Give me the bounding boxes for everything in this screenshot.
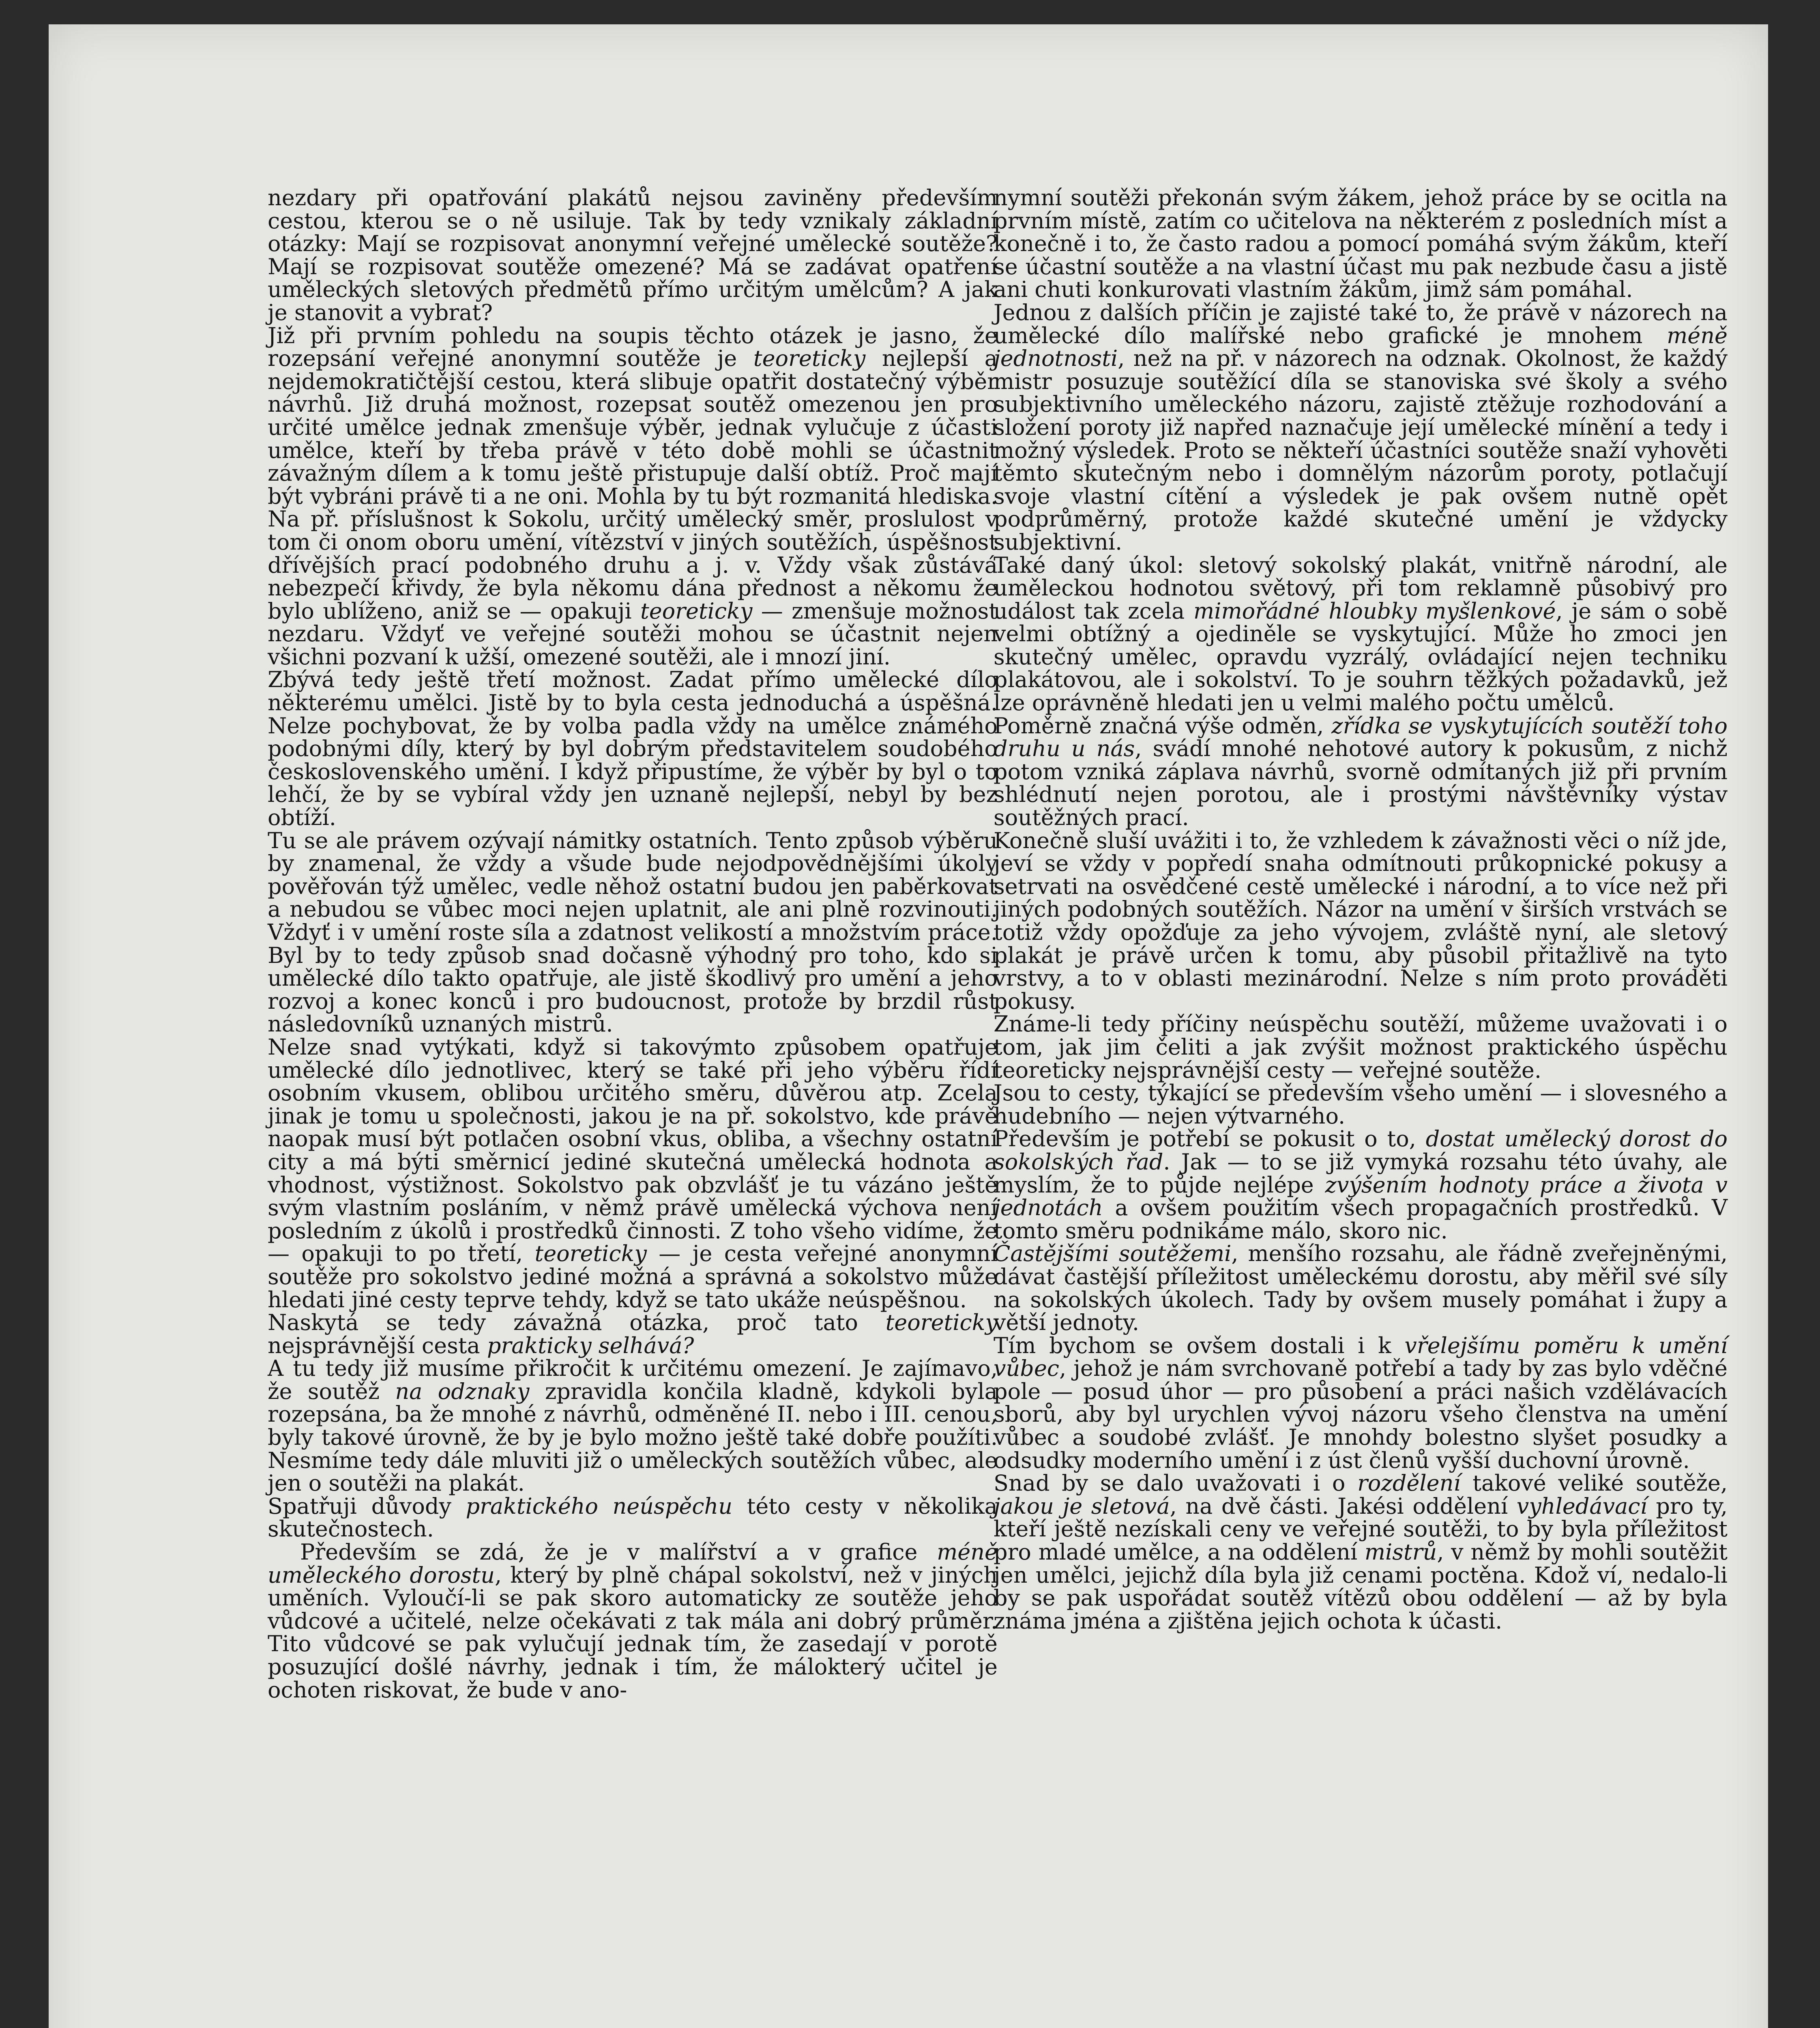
paragraph-text: Tím bychom se ovšem dostali i k xyxy=(994,1332,1405,1358)
paragraph xyxy=(994,1128,1728,1242)
emphasis-text: Častějšími soutěžemi xyxy=(994,1241,1232,1267)
paragraph-text: Konečně sluší uvážiti i to, že vzhledem k závažnosti věci o níž jde, jeví se vždy v popředí snaha odmítnouti průkopnické pokusy a setrvati na osvědčené cestě umělecké i národní, a to více než při jiných podobných soutěžích. Názor na umění v širších vrstvách se totiž vždy opožďuje za jeho vývojem, zvláště nyní, ale sletový plakát je právě určen k tomu, aby působil přitažlivě na tyto vrstvy, a to v oblasti mezinárodní. Nelze s ním proto prováděti pokusy. xyxy=(994,827,1728,1014)
paragraph xyxy=(268,1495,998,1541)
paragraph-text: , na dvě části. Jakési oddělení xyxy=(1170,1493,1517,1519)
paragraph-text: nejsprávnější cesta xyxy=(268,1332,487,1358)
paragraph-text: Tu se ale právem ozývají námitky ostatních. Tento způsob výběru by znamenal, že vždy a všude bude nejodpovědnějšími úkoly pověřován týž umělec, vedle něhož ostatní budou jen paběrkovat a nebudou se vůbec moci nejen uplatnit, ale ani plně rozvinouti. Vždyť i v umění roste síla a zdatnost velikostí a množstvím práce. Byl by to tedy způsob snad dočasně výhodný pro toho, kdo si umělecké dílo takto opatřuje, ale jistě škodlivý pro umění a jeho rozvoj a konec konců i pro budoucnost, protože by brzdil růst následovníků uznaných mistrů. xyxy=(268,827,998,1037)
paragraph xyxy=(994,1013,1728,1082)
emphasis-text: zřídka se vyskytujících soutěží toho druhu u nás xyxy=(994,713,1728,762)
paragraph-text: — je cesta veřejné anonymní soutěže pro sokolstvo jediné možná a správná a sokolstvo může hledati jiné cesty teprve tehdy, když se tato ukáže neúspěšnou. xyxy=(268,1241,998,1313)
paragraph xyxy=(994,1334,1728,1472)
paragraph-text: nezdary při opatřování plakátů nejsou zaviněny především cestou, kterou se o ně usiluje. Tak by tedy vznikaly základní otázky: Mají se rozpisovat anonymní veřejné umělecké soutěže? Mají se rozpisovat soutěže omezené? Má se zadávat opatření uměleckých sletových předmětů přímo určitým umělcům? A jak je stanovit a vybrat? xyxy=(268,185,998,325)
paragraph-text: Poměrně značná výše odměn, xyxy=(994,713,1332,739)
emphasis-text: mimořádné hloubky myšlenkové xyxy=(1193,598,1556,624)
emphasis-text: dostat umělecký dorost do sokolských řad xyxy=(994,1126,1728,1175)
paragraph xyxy=(268,1541,998,1701)
paragraph xyxy=(268,668,998,829)
paragraph-text: zpravidla končila kladně, kdykoli byla rozepsána, ba že mnohé z návrhů, odměněné II. nebo i III. cenou, byly takové úrovně, že by je bylo možno ještě také dobře použíti. Nesmíme tedy dále mluviti již o uměleckých soutěžích vůbec, ale jen o soutěži na plakát. xyxy=(268,1378,998,1496)
paragraph-text: , svádí mnohé nehotové autory k pokusům, z nichž potom vzniká záplava návrhů, svorně odmítaných již při prvním shlédnutí nejen porotou, ale i prostými návštěvníky výstav soutěžných prací. xyxy=(994,736,1728,831)
emphasis-text: na odznaky xyxy=(395,1378,530,1404)
paragraph-text: — zmenšuje možnost nezdaru. Vždyť ve veřejné soutěži mohou se účastnit nejen všichni pozvaní k užší, omezené soutěži, ale i mnozí jiní. xyxy=(268,598,998,670)
paragraph xyxy=(268,1357,998,1495)
paragraph xyxy=(268,324,998,669)
paragraph xyxy=(994,829,1728,1013)
paragraph-text: Především je potřebí se pokusit o to, xyxy=(994,1126,1426,1152)
emphasis-text: jakou je sletová xyxy=(994,1493,1170,1519)
paragraph xyxy=(268,1036,998,1311)
emphasis-text: teoreticky xyxy=(640,598,753,624)
paragraph xyxy=(268,1311,998,1357)
paragraph xyxy=(994,1242,1728,1334)
emphasis-text: mistrů xyxy=(1364,1539,1437,1565)
paragraph-text: , v němž by mohli soutěžit jen umělci, jejichž díla byla již cenami poctěna. Kdož ví, nedalo-li by se pak uspořádat soutěž vítězů obou oddělení — až by byla známa jména a zjištěna jejich ochota k účasti. xyxy=(994,1539,1728,1634)
paragraph-text: pro ty, kteří ještě nezískali ceny ve veřejné soutěži, to by byla příležitost pro mladé umělce, a na oddělení xyxy=(994,1493,1728,1565)
emphasis-text: prakticky selhává? xyxy=(487,1332,694,1358)
paragraph-text: a ovšem použitím všech propagačních prostředků. V tomto směru podnikáme málo, skoro nic. xyxy=(994,1195,1728,1244)
right-text-column xyxy=(994,187,1728,1633)
paragraph xyxy=(994,715,1728,829)
paragraph-text: , je sám o sobě velmi obtížný a ojediněle se vyskytující. Může ho zmoci jen skutečný umělec, opravdu vyzrálý, ovládající nejen techniku plakátovou, ale i sokolství. To je souhrn těžkých požadavků, jež lze oprávněně hledati jen u velmi malého počtu umělců. xyxy=(994,598,1728,716)
paragraph xyxy=(994,554,1728,715)
paragraph xyxy=(994,1472,1728,1633)
paragraph xyxy=(994,301,1728,554)
paragraph-text: Také daný úkol: sletový sokolský plakát, vnitřně národní, ale uměleckou hodnotou světový, při tom reklamně působivý pro událost tak zcela xyxy=(994,552,1728,624)
paragraph-text: Již při prvním pohledu na soupis těchto otázek je jasno, že rozepsání veřejné anonymní soutěže je xyxy=(268,322,998,372)
emphasis-text: méně uměleckého dorostu xyxy=(268,1539,998,1588)
paragraph-text: , jehož je nám svrchovaně potřebí a tady by zas bylo vděčné pole — posud úhor — pro působení a práci našich vzdělávacích sborů, aby byl urychlen vývoj názoru všeho členstva na umění vůbec a soudobé zvlášť. Je mnohdy bolestno slyšet posudky a odsudky moderního umění i z úst členů vyšší duchovní úrovně. xyxy=(994,1356,1728,1473)
paragraph-text: Především se zdá, že je v malířství a v grafice xyxy=(300,1539,937,1565)
emphasis-text: vřelejšímu poměru k umění vůbec xyxy=(994,1332,1728,1381)
emphasis-text: teoreticky xyxy=(753,346,866,372)
paragraph-text: této cesty v několika skutečnostech. xyxy=(268,1493,998,1542)
paragraph-text: takové veliké soutěže, xyxy=(1460,1470,1728,1496)
paragraph-text: Známe-li tedy příčiny neúspěchu soutěží, můžeme uvažovati i o tom, jak jim čeliti a jak zvýšit možnost praktického úspěchu teoreticky nejsprávnější cesty — veřejné soutěže. xyxy=(994,1011,1728,1083)
emphasis-text: teoreticky xyxy=(885,1310,998,1336)
emphasis-text: praktického neúspěchu xyxy=(466,1493,733,1519)
paragraph-text: Snad by se dalo uvažovati i o xyxy=(994,1470,1358,1496)
paragraph-text: Naskytá se tedy závažná otázka, proč tato xyxy=(268,1310,886,1336)
left-text-column xyxy=(268,187,998,1701)
emphasis-text: rozdělení xyxy=(1357,1470,1461,1496)
paragraph-text: A tu tedy již musíme přikročit k určitému omezení. Je zajímavo, že soutěž xyxy=(268,1356,998,1404)
emphasis-text: teoreticky xyxy=(534,1241,647,1267)
paragraph-text: Nelze snad vytýkati, když si takovýmto způsobem opatřuje umělecké dílo jednotlivec, který se také při jeho výběru řídí osobním vkusem, oblibou určitého směru, důvěrou atp. Zcela jinak je tomu u společnosti, jakou je na př. sokolstvo, kde právě naopak musí být potlačen osobní vkus, obliba, a všechny ostatní city a má býti směrnicí jediné skutečná umělecká hodnota a vhodnost, výstižnost. Sokolstvo pak obzvlášť je tu vázáno ještě svým vlastním posláním, v němž právě umělecká výchova není posledním z úkolů i prostředků činnosti. Z toho všeho vidíme, že — opakuji to po třetí, xyxy=(268,1034,998,1267)
paragraph-text: , menšího rozsahu, ale řádně zveřejněnými, dávat častější příležitost uměleckému dorostu, aby měřil své síly na sokolských úkolech. Tady by ovšem musely pomáhat i župy a větší jednoty. xyxy=(994,1241,1728,1336)
paragraph-text: . Jak — to se již vymyká rozsahu této úvahy, ale myslím, že to půjde nejlépe xyxy=(994,1149,1728,1198)
magazine-page xyxy=(49,24,1768,2028)
emphasis-text: zvýšením hodnoty práce a života v jednotách xyxy=(994,1172,1728,1221)
paragraph-text: Jednou z dalších příčin je zajisté také to, že právě v názorech na umělecké dílo malířské nebo grafické je mnohem xyxy=(994,299,1728,348)
paragraph-text: Spatřuji důvody xyxy=(268,1493,466,1519)
emphasis-text: vyhledávací xyxy=(1516,1493,1647,1519)
paragraph xyxy=(268,187,998,324)
paragraph-text: , než na př. v názorech na odznak. Okolnost, že každý mistr posuzuje soutěžící díla se stanoviska své školy a svého subjektivního uměleckého názoru, zajistě ztěžuje rozhodování a složení poroty již napřed naznačuje její umělecké mínění a tedy i možný výsledek. Proto se někteří účastníci soutěže snaží vyhověti těmto skutečným nebo i domnělým názorům poroty, potlačují svoje vlastní cítění a výsledek je pak ovšem nutně opět podprůměrný, protože každé skutečné umění je vždycky subjektivní. xyxy=(994,346,1728,555)
paragraph xyxy=(994,1082,1728,1128)
paragraph-text: nejlepší a nejdemokratičtější cestou, která slibuje opatřit dostatečný výběr návrhů. Již druhá možnost, rozepsat soutěž omezenou jen pro určité umělce jednak zmenšuje výběr, jednak vylučuje z účasti umělce, kteří by třeba právě v této době mohli se účastnit závažným dílem a k tomu ještě přistupuje další obtíž. Proč mají být vybráni právě ti a ne oni. Mohla by tu být rozmanitá hlediska. Na př. příslušnost k Sokolu, určitý umělecký směr, proslulost v tom či onom oboru umění, vítězství v jiných soutěžích, úspěšnost dřívějších prací podobného druhu a j. v. Vždy však zůstává nebezpečí křivdy, že byla někomu dána přednost a někomu že bylo ublíženo, aniž se — opakuji xyxy=(268,346,998,624)
paragraph-text: , který by plně chápal sokolství, než v jiných uměních. Vyloučí-li se pak skoro automaticky ze soutěže jeho vůdcové a učitelé, nelze očekávati z tak mála ani dobrý průměr. Tito vůdcové se pak vylučují jednak tím, že zasedají v porotě posuzující došlé návrhy, jednak i tím, že málokterý učitel je ochoten riskovat, že bude v ano- xyxy=(268,1562,998,1703)
paragraph-text: nymní soutěži překonán svým žákem, jehož práce by se ocitla na prvním místě, zatím co učitelova na některém z posledních míst a konečně i to, že často radou a pomocí pomáhá svým žákům, kteří se účastní soutěže a na vlastní účast mu pak nezbude času a jistě ani chuti konkurovati vlastním žákům, jimž sám pomáhal. xyxy=(994,185,1728,303)
paragraph-text: Zbývá tedy ještě třetí možnost. Zadat přímo umělecké dílo některému umělci. Jistě by to byla cesta jednoduchá a úspěšná. Nelze pochybovat, že by volba padla vždy na umělce známého podobnými díly, který by byl dobrým představitelem soudobého československého umění. I když připustíme, že výběr by byl o to lehčí, že by se vybíral vždy jen uznaně nejlepší, nebyl by bez obtíží. xyxy=(268,667,998,831)
paragraph xyxy=(994,187,1728,301)
paragraph-text: Jsou to cesty, týkající se především všeho umění — i slovesného a hudebního — nejen výtvarného. xyxy=(994,1080,1728,1129)
paragraph xyxy=(268,829,998,1036)
emphasis-text: méně jednotnosti xyxy=(994,322,1728,372)
